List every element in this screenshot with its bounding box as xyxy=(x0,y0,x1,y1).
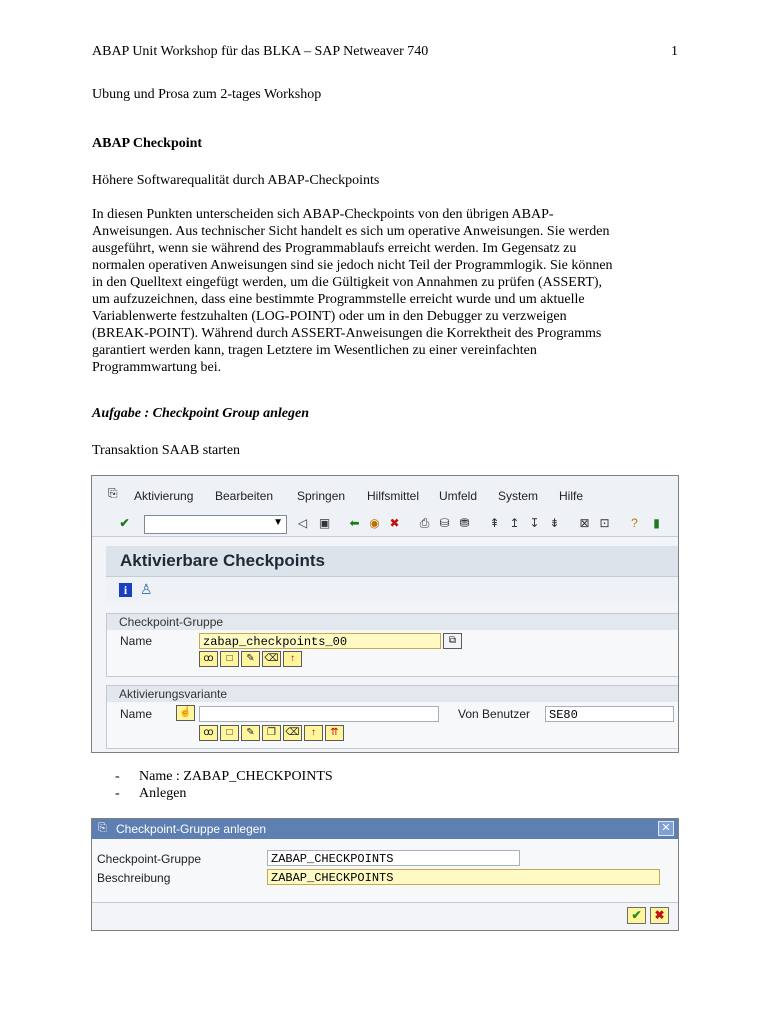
new-session-icon[interactable]: ⊠ xyxy=(579,516,590,530)
back-icon[interactable]: ⬅ xyxy=(349,516,360,530)
matchcode-icon[interactable]: ⧉ xyxy=(443,633,462,649)
user-icon[interactable]: ♙ xyxy=(140,581,153,597)
description-label: Beschreibung xyxy=(97,871,171,885)
group-label: Checkpoint-Gruppe xyxy=(97,852,202,866)
collapse-icon[interactable]: ◁ xyxy=(297,516,308,530)
list-item: - Name : ZABAP_CHECKPOINTS xyxy=(115,769,333,784)
copy-icon[interactable]: ❐ xyxy=(262,725,281,741)
header-title: ABAP Unit Workshop für das BLKA – SAP Netweaver 740 xyxy=(92,44,429,59)
section-heading: ABAP Checkpoint xyxy=(92,136,203,151)
application-toolbar xyxy=(106,577,678,603)
instruction-list xyxy=(115,768,333,802)
close-icon[interactable]: ✕ xyxy=(658,821,674,836)
shortcut-icon[interactable]: ⊡ xyxy=(599,516,610,530)
body-line: In diesen Punkten unterscheiden sich ABAP-Checkpoints von den übrigen ABAP- xyxy=(92,207,554,222)
chevron-down-icon[interactable]: ▼ xyxy=(273,517,283,528)
body-line: in den Quelltext eingefügt werden, um die Gültigkeit von Annahmen zu prüfen (ASSERT), xyxy=(92,275,603,290)
delete-trash-icon[interactable]: ⌫ xyxy=(283,725,302,741)
transaction-text: Transaktion SAAB starten xyxy=(92,443,241,458)
edit-pencil-icon[interactable]: ✎ xyxy=(241,725,260,741)
checkpoint-group-name-field[interactable]: zabap_checkpoints_00 xyxy=(199,633,441,649)
activate-icon[interactable]: ↑ xyxy=(304,725,323,741)
activate-all-icon[interactable]: ⇈ xyxy=(325,725,344,741)
menu-window-icon[interactable]: ⎘ xyxy=(108,486,118,500)
create-icon[interactable]: □ xyxy=(220,725,239,741)
menu-bearbeiten[interactable]: Bearbeiten xyxy=(215,489,274,503)
body-line: um aufzuzeichnen, dass eine bestimmte Programmstelle erreicht wurde und um aktuelle xyxy=(92,292,585,307)
enter-check-icon[interactable]: ✔ xyxy=(119,516,130,530)
subtitle: Ubung und Prosa zum 2-tages Workshop xyxy=(92,87,322,102)
display-glasses-icon[interactable]: ꝏ xyxy=(199,651,218,667)
from-user-field[interactable]: SE80 xyxy=(545,706,674,722)
previous-page-icon[interactable]: ↥ xyxy=(509,516,520,530)
create-icon[interactable]: □ xyxy=(220,651,239,667)
last-page-icon[interactable]: ⇟ xyxy=(549,516,560,530)
checkpoint-group-box xyxy=(106,613,679,677)
menu-hilfe[interactable]: Hilfe xyxy=(559,489,584,503)
window-icon: ⎘ xyxy=(98,822,107,834)
description-field[interactable]: ZABAP_CHECKPOINTS xyxy=(267,869,660,885)
body-line: garantiert werden kann, tragen Letztere im Wesentlichen zu einer vereinfachten xyxy=(92,343,537,358)
body-line: Variablenwerte festzuhalten (LOG-POINT) oder um in den Debugger zu verzweigen xyxy=(92,309,567,324)
variant-action-buttons xyxy=(199,725,344,741)
body-line: Programmwartung bei. xyxy=(92,360,222,375)
confirm-check-icon[interactable]: ✔ xyxy=(627,907,646,924)
intro-text: Höhere Softwarequalität durch ABAP-Checkpoints xyxy=(92,173,380,188)
menu-system[interactable]: System xyxy=(498,489,539,503)
help-icon[interactable]: ? xyxy=(631,516,638,530)
create-checkpoint-group-dialog xyxy=(91,818,679,931)
info-icon[interactable]: i xyxy=(119,583,132,597)
list-item: - Anlegen xyxy=(115,786,187,801)
menu-hilfsmittel[interactable]: Hilfsmittel xyxy=(367,489,420,503)
next-page-icon[interactable]: ↧ xyxy=(529,516,540,530)
find-next-icon[interactable]: ⛃ xyxy=(459,516,470,530)
menu-umfeld[interactable]: Umfeld xyxy=(439,489,478,503)
command-field[interactable] xyxy=(144,515,287,534)
first-page-icon[interactable]: ⇞ xyxy=(489,516,500,530)
page-header xyxy=(92,44,678,60)
name-label: Name xyxy=(120,634,153,648)
save-icon[interactable]: ▣ xyxy=(318,516,331,530)
cancel-icon[interactable]: ✖ xyxy=(389,516,400,530)
exit-icon[interactable]: ◉ xyxy=(369,516,380,530)
delete-trash-icon[interactable]: ⌫ xyxy=(262,651,281,667)
edit-pencil-icon[interactable]: ✎ xyxy=(241,651,260,667)
variant-select-icon[interactable]: ☝ xyxy=(176,705,195,721)
screen-title-bar xyxy=(106,546,678,577)
variant-name-field[interactable] xyxy=(199,706,439,722)
standard-toolbar xyxy=(92,512,678,537)
cancel-x-icon[interactable]: ✖ xyxy=(650,907,669,924)
find-icon[interactable]: ⛁ xyxy=(439,516,450,530)
display-glasses-icon[interactable]: ꝏ xyxy=(199,725,218,741)
menu-springen[interactable]: Springen xyxy=(297,489,346,503)
print-icon[interactable]: ⎙ xyxy=(419,516,430,530)
menu-aktivierung[interactable]: Aktivierung xyxy=(134,489,194,503)
group-box-title: Aktivierungsvariante xyxy=(119,687,228,701)
variant-name-label: Name xyxy=(120,707,153,721)
body-paragraph xyxy=(92,206,682,376)
group-field[interactable]: ZABAP_CHECKPOINTS xyxy=(267,850,520,866)
activation-variant-box xyxy=(106,685,679,749)
sap-screen-saab xyxy=(91,475,679,753)
menu-bar xyxy=(92,476,678,512)
dialog-title: Checkpoint-Gruppe anlegen xyxy=(116,822,267,836)
body-line: Anweisungen. Aus technischer Sicht handelt es sich um operative Anweisungen. Sie werden xyxy=(92,224,610,239)
dialog-title-bar xyxy=(92,819,678,839)
body-line: (BREAK-POINT). Während durch ASSERT-Anweisungen die Korrektheit des Programms xyxy=(92,326,602,341)
screen-title: Aktivierbare Checkpoints xyxy=(120,551,326,570)
layout-icon[interactable]: ▮ xyxy=(653,516,660,530)
body-line: ausgeführt, wenn sie während des Programmablaufs erreicht werden. Im Gegensatz zu xyxy=(92,241,577,256)
task-heading: Aufgabe : Checkpoint Group anlegen xyxy=(92,406,310,421)
group-action-buttons xyxy=(199,651,302,667)
from-user-label: Von Benutzer xyxy=(458,707,531,721)
dialog-body xyxy=(92,839,678,903)
activate-icon[interactable]: ↑ xyxy=(283,651,302,667)
page-number: 1 xyxy=(671,44,678,59)
group-box-title: Checkpoint-Gruppe xyxy=(119,615,224,629)
body-line: normalen operativen Anweisungen sind sie jedoch nicht Teil der Programmlogik. Sie können xyxy=(92,258,613,273)
